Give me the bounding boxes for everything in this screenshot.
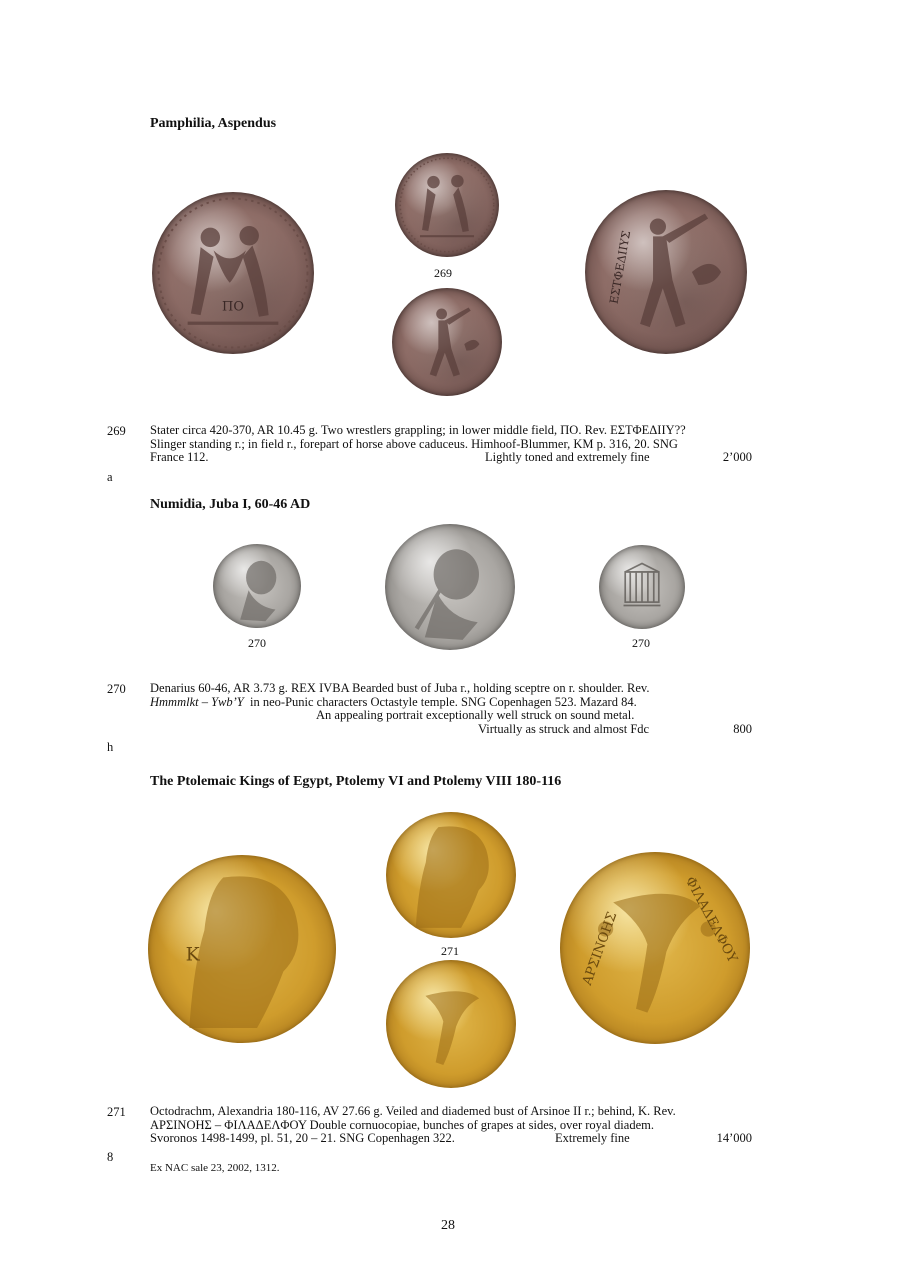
juba-portrait-small <box>213 544 301 628</box>
temple-image <box>599 545 685 629</box>
description-line: Stater circa 420-370, AR 10.45 g. Two wrestlers grappling; in lower middle field, ΠΟ. Rev. ΕΣΤΦΕΔΙΙΥ?? <box>150 423 686 437</box>
grade-271: Extremely fine <box>555 1131 630 1145</box>
coin-juba-obverse-small <box>213 544 301 628</box>
coin-ptolemy-obverse-small <box>386 812 516 938</box>
arsinoe-portrait <box>148 855 336 1043</box>
wrestlers-image-small <box>395 153 499 257</box>
coin-legend-k: K <box>185 944 200 966</box>
description-line: in neo-Punic characters Octastyle temple. SNG Copenhagen 523. Mazard 84. <box>250 694 637 709</box>
coin-juba-reverse <box>599 545 685 629</box>
description-line: Octodrachm, Alexandria 180-116, AV 27.66 g. Veiled and diademed bust of Arsinoe II r.; behind, K. Rev. <box>150 1104 676 1118</box>
price-271: 14’000 <box>716 1131 752 1145</box>
coin-caption-271: 271 <box>441 944 459 958</box>
coin-aspendus-reverse-large <box>585 190 747 354</box>
price-269: 2’000 <box>722 450 752 464</box>
coin-aspendus-obverse-large <box>152 192 314 354</box>
grade-269: Lightly toned and extremely fine <box>485 450 650 464</box>
provenance-271: Ex NAC sale 23, 2002, 1312. <box>150 1162 280 1174</box>
slinger-image <box>585 190 747 354</box>
cornucopiae-image <box>560 852 750 1044</box>
coin-ptolemy-reverse-small <box>386 960 516 1088</box>
arsinoe-portrait-small <box>386 812 516 938</box>
section-heading-ptolemaic: The Ptolemaic Kings of Egypt, Ptolemy VI and Ptolemy VIII 180-116 <box>150 774 562 789</box>
coin-legend-aspendus-reverse: ΕΣΤΦΕΔΙΙΥΣ <box>606 229 634 305</box>
lot-number-271: 271 <box>107 1105 126 1119</box>
coin-juba-obverse-large <box>385 524 515 650</box>
coin-legend-ptolemy-right: ΦΙΛΑΔΕΛΦΟΥ <box>681 874 740 966</box>
coin-legend-ptolemy-left: ΑΡΣΙΝΟΗΣ <box>580 910 621 988</box>
price-270: 800 <box>733 721 752 736</box>
coin-legend-po: ΠΟ <box>222 299 244 315</box>
coin-caption-270-left: 270 <box>248 636 266 650</box>
coin-caption-270-right: 270 <box>632 636 650 650</box>
margin-mark-269: a <box>107 470 113 484</box>
margin-mark-271: 8 <box>107 1150 114 1164</box>
coin-ptolemy-reverse-large <box>560 852 750 1044</box>
lot-comment-270: An appealing portrait exceptionally well struck on sound metal. <box>316 708 635 722</box>
margin-mark-270: h <box>107 740 114 754</box>
description-line: Svoronos 1498-1499, pl. 51, 20 – 21. SNG Copenhagen 322. <box>150 1131 455 1145</box>
page-number: 28 <box>441 1218 455 1233</box>
lot-number-270: 270 <box>107 682 126 696</box>
cornucopiae-image-small <box>386 960 516 1088</box>
lot-description-269 <box>150 424 752 465</box>
slinger-image-small <box>392 288 502 396</box>
coin-aspendus-reverse-small <box>392 288 502 396</box>
description-line: Slinger standing r.; in field r., forepart of horse above caduceus. Himhoof-Blummer, KM p. 316, 20. SNG <box>150 436 678 451</box>
section-heading-aspendus: Pamphilia, Aspendus <box>150 116 277 131</box>
neo-punic-legend: Hmmmlkt – Ywb’Y <box>150 694 244 709</box>
description-line: France 112. <box>150 450 209 464</box>
lot-description-271 <box>150 1105 752 1146</box>
juba-portrait <box>385 524 515 650</box>
coin-aspendus-obverse-small <box>395 153 499 257</box>
description-line: Denarius 60-46, AR 3.73 g. REX IVBA Bearded bust of Juba r., holding sceptre on r. shoulder. Rev. <box>150 681 650 695</box>
description-line: ΑΡΣΙΝΟΗΣ – ΦΙΛΑΔΕΛΦΟΥ Double cornuocopiae, bunches of grapes at sides, over royal diadem. <box>150 1117 654 1132</box>
lot-description-270 <box>150 682 752 736</box>
section-heading-numidia: Numidia, Juba I, 60-46 AD <box>150 497 311 512</box>
lot-number-269: 269 <box>107 424 126 438</box>
coin-ptolemy-obverse-large <box>148 855 336 1043</box>
coin-caption-269: 269 <box>434 266 452 280</box>
grade-270: Virtually as struck and almost Fdc <box>478 721 650 736</box>
wrestlers-image <box>152 192 314 354</box>
